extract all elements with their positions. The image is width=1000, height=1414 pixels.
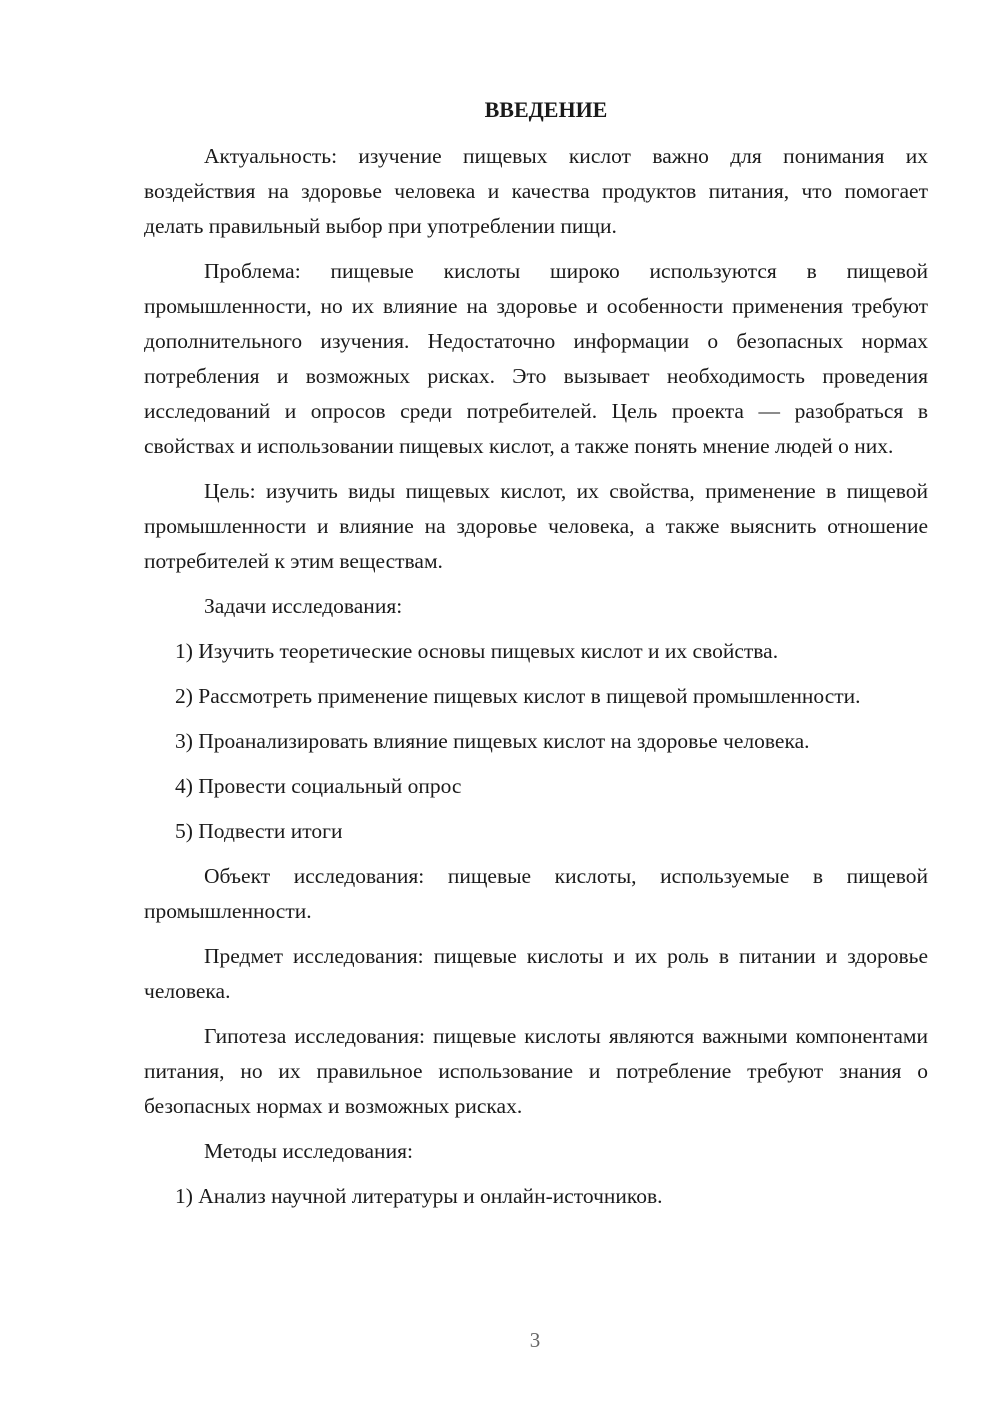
hypothesis-paragraph: Гипотеза исследования: пищевые кислоты являются важными компонентами питания, но их правильное использование и потребление требуют знания о безопасных нормах и возможных рисках. <box>144 1024 928 1118</box>
task-item: 5) Подвести итоги <box>175 819 343 843</box>
task-item: 2) Рассмотреть применение пищевых кислот в пищевой промышленности. <box>175 684 861 708</box>
tasks-title: Задачи исследования: <box>204 594 403 618</box>
methods-title: Методы исследования: <box>204 1139 413 1163</box>
task-item: 4) Провести социальный опрос <box>175 774 462 798</box>
object-paragraph: Объект исследования: пищевые кислоты, используемые в пищевой промышленности. <box>144 864 928 923</box>
problem-paragraph: Проблема: пищевые кислоты широко используются в пищевой промышленности, но их влияние на здоровье и особенности применения требуют дополнительного изучения. Недостаточно информации о безопасных нормах потребления и возможных рисках. Это вызывает необходимость проведения исследований и опросов среди потребителей. Цель проекта — разобраться в свойствах и использовании пищевых кислот, а также понять мнение людей о них. <box>144 259 928 458</box>
subject-paragraph: Предмет исследования: пищевые кислоты и их роль в питании и здоровье человека. <box>144 944 928 1003</box>
relevance-paragraph: Актуальность: изучение пищевых кислот важно для понимания их воздействия на здоровье человека и качества продуктов питания, что помогает делать правильный выбор при употреблении пищи. <box>144 144 928 238</box>
task-item: 3) Проанализировать влияние пищевых кислот на здоровье человека. <box>175 729 810 753</box>
page-number: 3 <box>529 1328 541 1352</box>
goal-paragraph: Цель: изучить виды пищевых кислот, их свойства, применение в пищевой промышленности и влияние на здоровье человека, а также выяснить отношение потребителей к этим веществам. <box>144 479 928 573</box>
section-heading: ВВЕДЕНИЕ <box>484 97 608 122</box>
page-content <box>144 92 928 1224</box>
task-item: 1) Изучить теоретические основы пищевых кислот и их свойства. <box>175 639 779 663</box>
method-item: 1) Анализ научной литературы и онлайн-источников. <box>175 1184 663 1208</box>
